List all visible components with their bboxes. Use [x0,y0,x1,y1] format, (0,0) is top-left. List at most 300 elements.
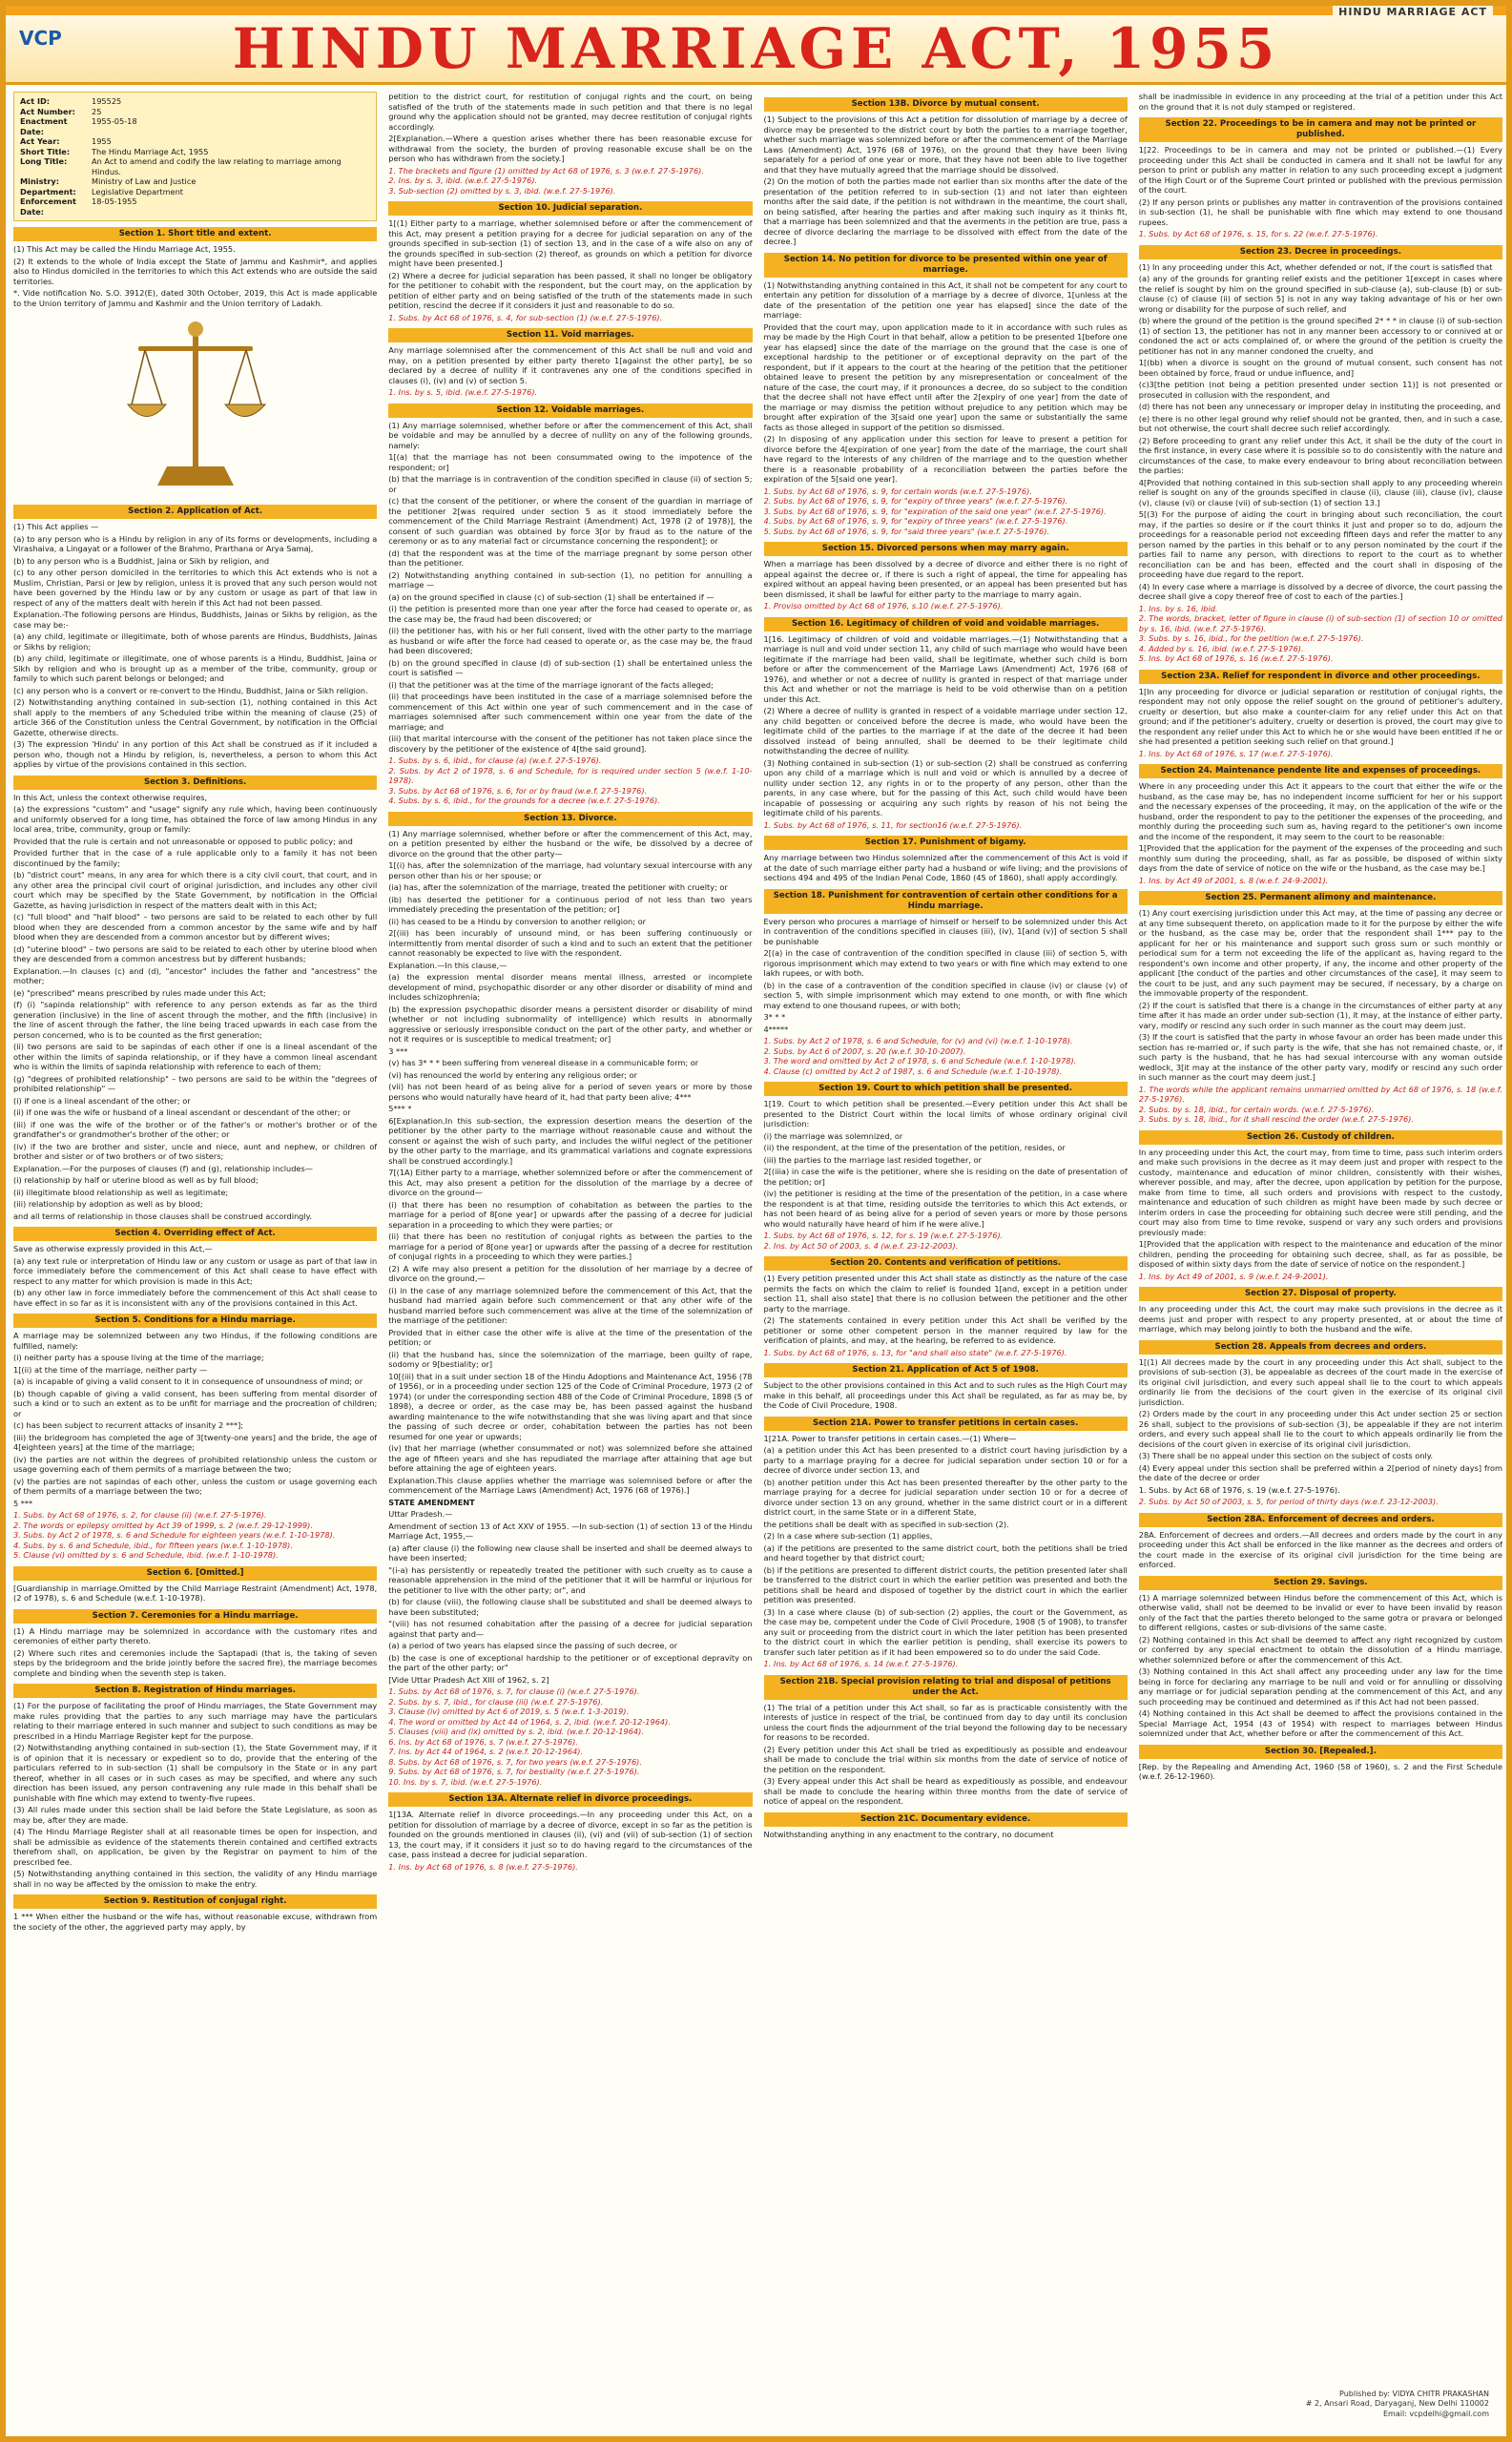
footnote: 5. Subs. by Act 68 of 1976, s. 9, for "said three years" (w.e.f. 27-5-1976). [763,526,1050,536]
footnotes [388,313,752,323]
footnotes [388,755,752,806]
footnote: 5. Clauses (viii) and (ix) omitted by s. 2, ibid. (w.e.f. 20-12-1964). [388,1727,644,1736]
section-paragraph: (b) where the ground of the petition is the ground specified 2* * * in clause (i) of sub-section (1) of section 13, the petitioner has not in any manner been accessory to or connived at or condoned the act or acts complained of, or where the ground of the petition is cruelty the petitioner has not in any manner condoned the cruelty, and [1138,316,1502,356]
meta-value: 1955 [92,136,112,146]
footnote: 5. Ins. by Act 68 of 1976, s. 16 (w.e.f. 27-5-1976). [1138,653,1334,663]
footnotes [1139,749,1502,759]
section-paragraph: (2) Where a decree of nullity is granted in respect of a voidable marriage under section 12, any child begotten or conceived before the decree is made, who would have been the legitimate child of the parties to the marriage if at the date of the decree it had been dissolved instead of being annulled, shall be deemed to be their legitimate child notwithstanding the decree of nullity. [763,706,1128,755]
section-paragraph: (i) if one is a lineal ascendant of the other; or [13,1095,191,1106]
meta-label: Act ID: [20,96,51,106]
footnote: 2. Subs. by Act 2 of 1978, s. 6 and Schedule, for is required under section 5 (w.e.f. 1-10-1978). [388,765,753,785]
footnote: 2. Subs. by Act 68 of 1976, s. 9, for "expiry of three years" (w.e.f. 27-5-1976). [763,496,1068,506]
section-paragraph: 1[(bb) when a divorce is sought on the ground of mutual consent, such consent has not been obtained by force, fraud or undue influence, and] [1138,358,1502,378]
column-4 [1139,92,1502,2410]
footnote: 2. Ins. by s. 3, ibid. (w.e.f. 27-5-1976). [388,176,538,185]
section-paragraph: (e) there is no other legal ground why relief should not be granted, then, and in such a case, but not otherwise, the court shall decree such relief accordingly. [1138,413,1502,433]
footnotes [13,1510,377,1561]
section-paragraph: (ii) has ceased to be a Hindu by conversion to another religion; or [388,916,646,926]
section-paragraph: (4) The Hindu Marriage Register shall at all reasonable times be open for inspection, and shall be admissible as evidence of the statements therein contained and certified extracts therefrom shall, on application, be given by the Registrar on payment to him of the prescribed fee. [13,1827,378,1867]
section-title: Section 22. Proceedings to be in camera and may not be printed or published. [1139,117,1502,142]
footnote: 3. Subs. by s. 16, ibid., for the petition (w.e.f. 27-5-1976). [1138,633,1364,643]
act-section [1139,764,1502,885]
act-section [388,92,752,196]
section-paragraph: (4) Nothing contained in this Act shall be deemed to affect the provisions contained in the Special Marriage Act, 1954 (43 of 1954) with respect to marriages between Hindus solemnized under that Act, whether before or after the commencement of this Act. [1138,1708,1502,1738]
section-paragraph: (iii) relationship by adoption as well as by blood; [13,1199,203,1209]
act-section [764,889,1128,1077]
section-paragraph: 3 *** [388,1045,408,1056]
section-paragraph: (2) In disposing of any application under this section for leave to present a petition for divorce before the 4[expiration of one year] from the date of the marriage, the court shall have regard to the interests of any children of the marriage and to the question whether there is a reasonable probability of a reconciliation between the parties before the expiration of the 5[said one year]. [763,434,1128,484]
section-paragraph: (i) the marriage was solemnized, or [763,1130,903,1141]
section-title: Section 4. Overriding effect of Act. [13,1227,377,1241]
section-title: Section 24. Maintenance pendente lite and expenses of proceedings. [1139,764,1502,778]
meta-label: Department: [20,186,76,197]
section-paragraph: (2) Notwithstanding anything contained in sub-section (1), the State Government may, if it is of opinion that it is necessary or expedient so to do, provide that the entering of the particulars referred to in sub-section (1) shall be compulsory in the State or in any part thereof, whether in all cases or in such cases as may be specified, and where any such direction has been issued, any person contravening any rule made in this behalf shall be punishable with fine which may extend to twenty-five rupees. [13,1743,378,1803]
footnotes [1139,1272,1502,1282]
footnote: 1. Subs. by Act 68 of 1976, s. 2, for clause (ii) (w.e.f. 27-5-1976). [13,1510,267,1520]
column-3 [764,92,1128,2410]
act-section [1139,1745,1502,1782]
section-title: Section 29. Savings. [1139,1576,1502,1590]
footnotes [1139,876,1502,886]
footnotes [1139,604,1502,664]
meta-row [20,187,370,197]
section-paragraph: (b) "district court" means, in any area for which there is a city civil court, that court, and in any other area the principal civil court of original jurisdiction, and includes any other civil court which may be specified by the State Government, by notification in the Official Gazette, as having jurisdiction in respect of the matters dealt with in this Act; [13,870,378,910]
section-paragraph: (c) any person who is a convert or re-convert to the Hindu, Buddhist, Jaina or Sikh religion. [13,685,368,695]
section-paragraph: Any marriage between two Hindus solemnized after the commencement of this Act is void if at the date of such marriage either party had a husband or wife living; and the provisions of sections 494 and 495 of the Indian Penal Code, 1860 (45 of 1860), shall apply accordingly. [763,853,1128,882]
footnote: 6. Ins. by Act 68 of 1976, s. 7 (w.e.f. 27-5-1976). [388,1736,578,1747]
section-title: Section 28A. Enforcement of decrees and orders. [1139,1513,1502,1527]
section-paragraph: (a) is incapable of giving a valid consent to it in consequence of unsoundness of mind; or [13,1376,363,1386]
section-paragraph: (ii) the respondent, at the time of the presentation of the petition, resides, or [763,1143,1066,1152]
section-paragraph: Explanation.—In this clause,— [388,960,507,970]
section-paragraph: (1) A Hindu marriage may be solemnized in accordance with the customary rites and ceremonies of either party thereto. [13,1625,378,1645]
section-paragraph: (c) "full blood" and "half blood" – two persons are said to be related to each other by full blood when they are descended from a common ancestor by the same wife and by half blood when they are descended from a common ancestor but by different wives; [13,912,378,942]
meta-label: Ministry: [20,176,60,186]
meta-row [20,147,370,157]
footnote: 2. Subs. by Act 50 of 2003, s. 5, for period of thirty days (w.e.f. 23-12-2003). [1138,1497,1439,1506]
section-paragraph: (i) the petition is presented more than one year after the force had ceased to operate or, as the case may be, the fraud had been discovered; or [388,604,753,624]
section-paragraph: (vi) has renounced the world by entering any religious order; or [388,1069,638,1080]
section-title: Section 17. Punishment of bigamy. [764,836,1128,850]
footnote: 4. Added by s. 16, ibid. (w.e.f. 27-5-1976). [1138,643,1304,653]
section-paragraph: (ii) that proceedings have been instituted in the case of a marriage solemnised before the commencement of this Act within one year of such commencement and in the case of marriages solemnised after such commencement within one year from the date of the marriage; and [388,692,753,732]
section-paragraph: (2) In a case where sub-section (1) applies, [763,1531,933,1541]
meta-value: 18-05-1955 [92,197,137,206]
meta-value: 25 [92,106,102,116]
section-paragraph: 1[21A. Power to transfer petitions in certain cases.—(1) Where— [763,1433,1017,1443]
page-title: HINDU MARRIAGE ACT, 1955 [232,16,1280,81]
section-paragraph: 1[(i) has, after the solemnization of the marriage, had voluntary sexual intercourse with any person other than his or her spouse; or [388,860,753,880]
section-paragraph: (4) In every case where a marriage is dissolved by a decree of divorce, the court passing the decree shall give a copy thereof free of cost to each of the parties.] [1138,581,1502,601]
section-paragraph: (ii) two persons are said to be sapindas of each other if one is a lineal ascendant of the other within the limits of sapinda relationship, or if they have a common lineal ascendant who is within the limits of sapinda relationship with reference to each of them; [13,1042,378,1071]
section-paragraph: Explanation.—In clauses (c) and (d), "ancestor" includes the father and "ancestress" the mother; [13,965,378,985]
footnotes [764,1659,1128,1669]
section-paragraph: 5 *** [13,1498,33,1508]
section-paragraph: (b) any other law in force immediately before the commencement of this Act shall cease to have effect in so far as it is inconsistent with any of the provisions contained in this Act. [13,1288,378,1308]
section-paragraph: (b) in the case of a contravention of the condition specified in clause (iv) or clause (v) of section 5, with simple imprisonment which may extend to one month, or with fine which may extend to one thousand rupees, or with both; [763,980,1128,1010]
act-section [388,812,752,1496]
section-title: Section 15. Divorced persons when may marry again. [764,542,1128,556]
section-paragraph: petition to the district court, for restitution of conjugal rights and the court, on being satisfied of the truth of the statements made in such petition and that there is no legal ground why the application should not be granted, may decree restitution of conjugal rights accordingly. [388,92,753,132]
section-title: Section 25. Permanent alimony and maintenance. [1139,891,1502,905]
section-paragraph: 2[Explanation.—Where a question arises whether there has been reasonable excuse for withdrawal from the society, the burden of proving reasonable excuse shall be on the person who has withdrawn from the society.] [388,134,753,163]
meta-label: Long Title: [20,156,68,166]
footnote: 8. Subs. by Act 68 of 1976, s. 7, for two years (w.e.f. 27-5-1976). [388,1756,642,1767]
section-paragraph: (a) a period of two years has elapsed since the passing of such decree, or [388,1641,678,1650]
section-paragraph: [Guardianship in marriage.Omitted by the Child Marriage Restraint (Amendment) Act, 1978, (2 of 1978), s. 6 and Schedule (w.e.f. 1-10-1978). [13,1583,378,1603]
section-paragraph: (i) in the case of any marriage solemnized before the commencement of this Act, that the husband had married again before such commencement or that any other wife of the husband married before such commencement was alive at the time of the solemnization of the marriage of the petitioner: [388,1285,753,1325]
section-paragraph: (b) to any person who is a Buddhist, Jaina or Sikh by religion, and [13,555,270,566]
section-paragraph: (1) This Act applies — [13,522,99,531]
section-title: Section 13A. Alternate relief in divorce proceedings. [388,1792,752,1807]
section-paragraph: Every person who procures a marriage of himself or herself to be solemnized under this Act in contravention of the conditions specified in clauses (iii), (iv), 1[and (v)] of section 5 shall be punishable [763,916,1128,946]
section-paragraph: (2) The statements contained in every petition under this Act shall be verified by the petitioner or some other competent person in the manner required by law for the verification of plaints, and may, at the hearing, be referred to as evidence. [763,1315,1128,1345]
section-paragraph: (a) any text rule or interpretation of Hindu law or any custom or usage as part of that law in force immediately before the commencement of this Act shall cease to have effect with respect to any matter for which provision is made in this Act; [13,1255,378,1286]
meta-value: The Hindu Marriage Act, 1955 [92,146,209,156]
footnote: 3. Subs. by Act 68 of 1976, s. 6, for or by fraud (w.e.f. 27-5-1976). [388,785,648,796]
section-paragraph: (ii) if one was the wife or husband of a lineal ascendant or descendant of the other; or [13,1107,351,1117]
footnote: 1. Subs. by Act 2 of 1978, s. 6 and Schedule, for (v) and (vi) (w.e.f. 1-10-1978). [763,1036,1073,1045]
footnote: 5. Clause (vi) omitted by s. 6 and Schedule, ibid. (w.e.f. 1-10-1978). [13,1550,279,1560]
section-paragraph: (b) on the ground specified in clause (d) of sub-section (1) shall be entertained unless the court is satisfied — [388,657,753,677]
section-paragraph: Provided further that in the case of a rule applicable only to a family it has not been discontinued by the family; [13,848,378,868]
footnote: 1. Subs. by Act 68 of 1976, s. 7, for clause (i) (w.e.f. 27-5-1976). [388,1687,640,1696]
section-paragraph: (iii) that marital intercourse with the consent of the petitioner has not taken place since the discovery by the petitioner of the existence of 4[the said ground]. [388,734,753,754]
section-paragraph: (a) after clause (i) the following new clause shall be inserted and shall be deemed always to have been inserted; [388,1542,753,1562]
section-paragraph: 1[19. Court to which petition shall be presented.—Every petition under this Act shall be presented to the District Court within the local limits of whose ordinary original civil jurisdiction: [763,1099,1128,1128]
section-paragraph: (b) the expression psychopathic disorder means a persistent disorder or disability of mind (whether or not including subnormality of intelligence) which results in abnormally aggressive or seriously irresponsible conduct on the part of the other party, and whether or not it requires or is susceptible to medical treatment; or] [388,1004,753,1044]
section-paragraph: (c) has been subject to recurrent attacks of insanity 2 ***]; [13,1420,244,1430]
section-paragraph: 1[(1) All decrees made by the court in any proceeding under this Act shall, subject to the provisions of sub-section (3), be appealable as decrees of the court made in the exercise of its original civil jurisdiction, and every such appeal shall lie to the court to which appeals ordinarily lie from the decisions of the court given in the exercise of its original civil jurisdiction. [1138,1356,1502,1407]
section-paragraph: Provided that in either case the other wife is alive at the time of the presentation of the petition; or [388,1327,753,1347]
footnotes [764,486,1128,537]
section-paragraph: (3) In a case where clause (b) of sub-section (2) applies, the court or the Government, as the case may be, competent under the Code of Civil Procedure, 1908 (5 of 1908), to transfer any suit or proceeding from the district court in which the later petition has been presented to the district court in which the earlier petition is pending, shall exercise its powers to transfer such later petition as if it had been empowered so to do under the said Code. [763,1606,1128,1657]
section-paragraph: 1[(a) that the marriage has not been consummated owing to the impotence of the respondent; or] [388,452,753,472]
act-section [13,1314,377,1561]
section-paragraph: (1) In any proceeding under this Act, whether defended or not, if the court is satisfied that [1138,261,1493,272]
act-section [1139,92,1502,112]
act-section [1139,1340,1502,1507]
section-paragraph: Where in any proceeding under this Act it appears to the court that either the wife or the husband, as the case may be, has no independent income sufficient for her or his support and the necessary expenses of the proceeding, it may, on the application of the wife or the husband, order the respondent to pay to the petitioner the expenses of the proceeding, and monthly during the proceeding such sum as, having regard to the petitioner's own income and the income of the respondent, it may seem to the court to be reasonable: [1138,781,1502,841]
footnote: 1. Subs. by Act 68 of 1976, s. 15, for s. 22 (w.e.f. 27-5-1976). [1138,229,1378,238]
section-paragraph: (i) neither party has a spouse living at the time of the marriage; [13,1353,264,1362]
act-section [13,1609,377,1679]
footnotes [1139,1497,1502,1507]
section-paragraph: (iv) that her marriage (whether consummated or not) was solemnized before she attained the age of fifteen years and she has repudiated the marriage after attaining that age but before attaining the age of eighteen years. [388,1443,753,1473]
section-paragraph: Explanation.—For the purposes of clauses (f) and (g), relationship includes— [13,1163,313,1173]
section-paragraph: (iii) the parties to the marriage last resided together, or [763,1154,982,1165]
section-paragraph: (e) "prescribed" means prescribed by rules made under this Act; [13,987,266,998]
section-paragraph: (2) Nothing contained in this Act shall be deemed to affect any right recognized by custom or conferred by any special enactment to obtain the dissolution of a Hindu marriage, whether solemnized before or after the commencement of this Act. [1138,1634,1502,1665]
section-paragraph: "(viii) has not resumed cohabitation after the passing of a decree for judicial separation against that party and— [388,1619,753,1639]
section-paragraph: (a) a petition under this Act has been presented to a district court having jurisdiction by a party to a marriage praying for a decree for judicial separation under section 10 or for a decree of divorce under section 13, and [763,1445,1128,1475]
act-section [764,1675,1128,1807]
section-paragraph: 3* * * [763,1012,786,1022]
section-paragraph: (4) Every appeal under this section shall be preferred within a 2[period of ninety days] from the date of the decree or order [1138,1462,1502,1482]
section-paragraph: (d) "uterine blood" – two persons are said to be related to each other by uterine blood when they are descended from a common ancestress but by different husbands; [13,943,378,963]
section-paragraph: (ii) that the husband has, since the solemnization of the marriage, been guilty of rape, sodomy or 9[bestiality; or] [388,1349,753,1369]
content-columns [13,92,1502,2410]
act-section [388,404,752,806]
section-paragraph: (b) though capable of giving a valid consent, has been suffering from mental disorder of such a kind or to such an extent as to be unfit for marriage and the procreation of children; or [13,1388,378,1418]
section-paragraph: Provided that the court may, upon application made to it in accordance with such rules as may be made by the High Court in that behalf, allow a petition to be presented 1[before one year has elapsed] since the date of the marriage on the ground that the case is one of exceptional hardship to the petitioner or of exceptional depravity on the part of the respondent, but if it appears to the court at the hearing of the petition that the petitioner obtained leave to present the petition by any misrepresentation or concealment of the nature of the case, the court may, if it pronounces a decree, do so subject to the condition that the decree shall not have effect until after the 2[expiry of one year] from the date of the marriage or may dismiss the petition without prejudice to any petition which may be brought after expiration of the 3[said one year] upon the same or substantially the same facts as those alleged in support of the petition so dismissed. [763,321,1128,432]
meta-value: Ministry of Law and Justice [92,176,197,186]
section-paragraph: Explanation.This clause applies whether the marriage was solemnised before or after the commencement of the Marriage Laws (Amendment) Act, 1976 (68 of 1976).] [388,1475,753,1495]
footnote: 2. The words or epilepsy omitted by Act 39 of 1999, s. 2 (w.e.f. 29-12-1999). [13,1520,313,1530]
footnote: 2. Subs. by s. 18, ibid., for certain words. (w.e.f. 27-5-1976). [1138,1104,1375,1114]
section-paragraph: (vii) has not been heard of as being alive for a period of seven years or more by those persons who would naturally have heard of it, had that party been alive; 4*** [388,1082,753,1102]
section-paragraph: 6[Explanation.In this sub-section, the expression desertion means the desertion of the petitioner by the other party to the marriage without reasonable cause and without the consent or against the wish of such party, and includes the wilful neglect of the petitioner by the other party to the marriage, and its grammatical variations and cognate expressions shall be construed accordingly.] [388,1115,753,1166]
section-paragraph: 1. Subs. by Act 68 of 1976, s. 19 (w.e.f. 27-5-1976). [1138,1484,1340,1495]
footnote: 1. The words while the applicant remains unmarried omitted by Act 68 of 1976, s. 18 (w.e.f. 27-5-1976). [1138,1084,1502,1104]
act-section [764,97,1128,247]
section-paragraph: (c)3[the petition (not being a petition presented under section 11)] is not presented or prosecuted in collusion with the respondent, and [1138,380,1502,400]
section-paragraph: (d) that the respondent was at the time of the marriage pregnant by some person other than the petitioner. [388,548,753,568]
act-section [764,253,1128,537]
section-paragraph: (iv) the parties are not within the degrees of prohibited relationship unless the custom or usage governing each of them permits of a marriage between the two; [13,1454,378,1474]
section-paragraph: [Vide Uttar Pradesh Act XIII of 1962, s. 2] [388,1674,549,1685]
meta-value: An Act to amend and codify the law relating to marriage among Hindus. [92,156,342,176]
act-section [13,776,377,1222]
section-title: Section 8. Registration of Hindu marriages. [13,1684,377,1698]
footnote: 1. Ins. by Act 68 of 1976, s. 17 (w.e.f. 27-5-1976). [1138,748,1334,758]
section-paragraph: (ib) has deserted the petitioner for a continuous period of not less than two years immediately preceding the presentation of the petition; or] [388,894,753,914]
section-paragraph: (3) The expression 'Hindu' in any portion of this Act shall be construed as if it included a person who, though not a Hindu by religion, is, nevertheless, a person to whom this Act applies by virtue of the provisions contained in this section. [13,739,378,769]
section-title: Section 10. Judicial separation. [388,201,752,216]
section-paragraph: (a) to any person who is a Hindu by religion in any of its forms or developments, including a Virashaiva, a Lingayat or a follower of the Brahmo, Prarthana or Arya Samaj, [13,533,378,553]
act-section [388,1792,752,1872]
section-paragraph: shall be inadmissible in evidence in any proceeding at the trial of a petition under this Act on the ground that it is not duly stamped or registered. [1138,92,1502,112]
section-paragraph: 7[(1A) Either party to a marriage, whether solemnized before or after the commencement of this Act, may also present a petition for the dissolution of the marriage by a decree of divorce on the ground— [388,1168,753,1197]
meta-label: Act Year: [20,136,60,146]
section-paragraph: (2) If the court is satisfied that there is a change in the circumstances of either party at any time after it has made an order under sub-section (1), it may, at the instance of either party, vary, modify or rescind any such order in such manner as the court may deem just. [1138,1000,1502,1030]
section-paragraph: Any marriage solemnised after the commencement of this Act shall be null and void and may, on a petition presented by either party thereto 1[against the other party], be so declared by a decree of nullity if it contravenes any one of the conditions specified in clauses (i), (iv) and (v) of section 5. [388,345,753,385]
meta-value: 1955-05-18 [92,116,137,126]
footnote: 9. Subs. by Act 68 of 1976, s. 7, for bestiality (w.e.f. 27-5-1976). [388,1767,640,1776]
section-title: Section 6. [Omitted.] [13,1566,377,1581]
section-paragraph: Uttar Pradesh.— [388,1509,453,1519]
column-2 [388,92,752,2410]
section-paragraph: (1) Any marriage solemnised, whether before or after the commencement of this Act, may, on a petition presented by either the husband or the wife, be dissolved by a decree of divorce on the ground that the other party— [388,828,753,859]
section-title: Section 9. Restitution of conjugal right. [13,1894,377,1909]
section-title: Section 7. Ceremonies for a Hindu marriage. [13,1609,377,1624]
footnote: 1. The brackets and figure (1) omitted by Act 68 of 1976, s. 3 (w.e.f. 27-5-1976). [388,165,704,176]
section-paragraph: (b) if the petitions are presented to different district courts, the petition presented later shall be transferred to the district court in which the earlier petition was presented and both the petitions shall be heard and disposed of together by the district court in which the earlier petition was presented. [763,1564,1128,1604]
section-title: Section 21B. Special provision relating to trial and disposal of petitions under the Act. [764,1675,1128,1700]
meta-row [20,96,370,107]
footnote: 1. Subs. by Act 68 of 1976, s. 12, for s. 19 (w.e.f. 27-5-1976). [763,1231,1004,1240]
section-paragraph: (b) for clause (viii), the following clause shall be substituted and shall be deemed always to have been substituted; [388,1597,753,1617]
section-paragraph: A marriage may be solemnized between any two Hindus, if the following conditions are fulfilled, namely: [13,1331,378,1351]
section-title: Section 30. [Repealed.]. [1139,1745,1502,1759]
meta-row [20,116,370,136]
act-section [388,1498,752,1788]
footnote: 4. Clause (c) omitted by Act 2 of 1987, s. 6 and Schedule (w.e.f. 1-10-1978). [763,1066,1063,1076]
act-section [764,1417,1128,1669]
meta-label: Enforcement Date: [20,197,76,217]
section-paragraph: (2) If any person prints or publishes any matter in contravention of the provisions contained in sub-section (1), he shall be punishable with fine which may extend to one thousand rupees. [1138,197,1502,227]
section-paragraph: (iv) the petitioner is residing at the time of the presentation of the petition, in a case where the respondent is at that time, residing outside the territories to which this Act extends, or has not been heard of as being alive for a period of seven years or more by those persons who would naturally have heard of him if he were alive.] [763,1189,1128,1229]
section-paragraph: Save as otherwise expressly provided in this Act,— [13,1244,213,1253]
section-paragraph: (b) any child, legitimate or illegitimate, one of whose parents is a Hindu, Buddhist, Jaina or Sikh by religion and who is brought up as a member of the tribe, community, group or family to which such parent belongs or belonged; and [13,653,378,683]
act-section [764,836,1128,883]
section-paragraph: (2) On the motion of both the parties made not earlier than six months after the date of the presentation of the petition referred to in sub-section (1) and not later than eighteen months after the said date, if the petition is not withdrawn in the meantime, the court shall, on being satisfied, after hearing the parties and after making such inquiry as it thinks fit, that a marriage has been solemnized and that the averments in the petition are true, pass a decree of divorce declaring the marriage to be dissolved with effect from the date of the decree.] [763,176,1128,246]
footnote: 3. Clause (iv) omitted by Act 6 of 2019, s. 5 (w.e.f. 1-3-2019). [388,1707,630,1716]
section-paragraph: 1[(1) Either party to a marriage, whether solemnised before or after the commencement of this Act, may present a petition praying for a decree for judicial separation on any of the grounds specified in sub-section (1) of section 13, and in the case of a wife also on any of the grounds specified in sub-section (2) thereof, as grounds on which a petition for divorce might have been presented.] [388,218,753,268]
section-paragraph: (v) the parties are not sapindas of each other, unless the custom or usage governing each of them permits of a marriage between the two; [13,1476,378,1496]
act-section [13,1894,377,1932]
meta-row [20,156,370,176]
footnote: 2. The words, bracket, letter of figure in clause (i) of sub-section (1) of section 10 or omitted by s. 16, ibid. (w.e.f. 27-5-1976). [1138,613,1502,633]
meta-value: 195525 [92,96,122,106]
meta-value: Legislative Department [92,186,183,197]
footnotes [388,166,752,197]
act-section [388,328,752,398]
section-paragraph: 1[13A. Alternate relief in divorce proceedings.—In any proceeding under this Act, on a petition for dissolution of marriage by a decree of divorce, except in so far as the petition is founded on the grounds mentioned in clauses (ii), (vi) and (vii) of sub-section (1) of section 13, the court may, if it considers it just so to do having regard to the circumstances of the case, pass instead a decree for judicial separation. [388,1810,753,1859]
meta-row [20,107,370,117]
act-section [1139,1513,1502,1570]
section-paragraph: In any proceeding under this Act, the court may make such provisions in the decree as it deems just and proper with respect to any property presented, at or about the time of marriage, which may belong jointly to both the husband and the wife. [1138,1304,1502,1334]
section-paragraph: (i) relationship by half or uterine blood as well as by full blood; [13,1175,259,1185]
section-paragraph: (3) Nothing contained in this Act shall affect any proceeding under any law for the time being in force for declaring any marriage to be null and void or for annulling or dissolving any marriage or for judicial separation pending at the commencement of this Act, and any such proceeding may be continued and determined as if this Act had not been passed. [1138,1666,1502,1707]
section-title: Section 13. Divorce. [388,812,752,826]
section-title: Section 18. Punishment for contravention of certain other conditions for a Hindu marriage. [764,889,1128,914]
section-paragraph: In any proceeding under this Act, the court may, from time to time, pass such interim orders and make such provisions in the decree as it may deem just and proper with respect to the custody, maintenance and education of minor children, consistently with their wishes, wherever possible, and may, after the decree, upon application by petition for the purpose, make from time to time, all such orders and provisions with respect to the custody, maintenance and education of such children as might have been made by such decree or interim orders in case the proceeding for obtaining such decree were still pending, and the court may also from time to time revoke, suspend or vary any such orders and provisions previously made: [1138,1147,1502,1237]
section-paragraph: (2) Notwithstanding anything contained in sub-section (1), nothing contained in this Act shall apply to the members of any Scheduled tribe within the meaning of clause (25) of article 366 of the Constitution unless the Central Government, by notification in the Official Gazette, otherwise directs. [13,697,378,737]
meta-label: Short Title: [20,146,71,156]
section-paragraph: (ia) has, after the solemnization of the marriage, treated the petitioner with cruelty; or [388,882,728,892]
footnote: 2. Subs. by Act 6 of 2007, s. 20 (w.e.f. 30-10-2007). [763,1045,966,1056]
footnote: 7. Ins. by Act 44 of 1964, s. 2 (w.e.f. 20-12-1964). [388,1747,584,1756]
section-paragraph: (v) has 3* * * been suffering from venereal disease in a communicable form; or [388,1058,699,1067]
section-paragraph: 1[16. Legitimacy of children of void and voidable marriages.—(1) Notwithstanding that a marriage is null and void under section 11, any child of such marriage who would have been legitimate if the marriage had been valid, shall be legitimate, whether such child is born before or after the commencement of the Marriage Laws (Amendment) Act, 1976 (68 of 1976), and whether or not a decree of nullity is granted in respect of that marriage under this Act and whether or not the marriage is held to be void otherwise than on a petition under this Act. [763,633,1128,704]
section-paragraph: (2) Every petition under this Act shall be tried as expeditiously as possible and endeavour shall be made to conclude the trial within six months from the date of service of notice of the petition on the respondent. [763,1744,1128,1774]
section-paragraph: (a) any child, legitimate or illegitimate, both of whose parents are Hindus, Buddhists, Jainas or Sikhs by religion; [13,631,378,652]
act-section [13,1566,377,1604]
section-paragraph: (2) It extends to the whole of India except the State of Jammu and Kashmir*, and applies also to Hindus domiciled in the territories to which this Act extends who are outside the said territories. [13,256,378,286]
footnote: 1. Subs. by Act 68 of 1976, s. 11, for section16 (w.e.f. 27-5-1976). [763,819,1023,830]
section-title: Section 26. Custody of children. [1139,1130,1502,1145]
section-paragraph: (ii) that there has been no restitution of conjugal rights as between the parties to the marriage for a period of 8[one year] or upwards after the passing of a decree for restitution of conjugal rights in a proceeding to which they were parties.] [388,1231,753,1261]
section-paragraph: (3) Every appeal under this Act shall be heard as expeditiously as possible, and endeavour shall be made to conclude the hearing within three months from the date of service of notice of appeal on the respondent. [763,1776,1128,1806]
section-paragraph: (1) Any marriage solemnised, whether before or after the commencement of this Act, shall be voidable and may be annulled by a decree of nullity on any of the following grounds, namely: [388,420,753,450]
section-paragraph: 4[Provided that nothing contained in this sub-section shall apply to any proceeding wherein relief is sought on any of the grounds specified in clause (ii), clause (iii), clause (iv), clause (v), clause (vi) or clause (vii) of sub-section (1) of section 13.] [1138,477,1502,507]
footnote: 1. Ins. by s. 5, ibid. (w.e.f. 27-5-1976). [388,387,538,397]
footnote: 1. Subs. by s. 6, ibid., for clause (a) (w.e.f. 27-5-1976). [388,755,602,765]
act-section [1139,891,1502,1125]
act-section [764,1256,1128,1357]
section-paragraph: 10[(iii) that in a suit under section 18 of the Hindu Adoptions and Maintenance Act, 1956 (78 of 1956), or in a proceeding under section 125 of the Code of Criminal Procedure, 1973 (2 of 1974) (or under the corresponding section 488 of the Code of Criminal Procedure, 1898 (5 of 1898), a decree or order, as the case may be, has been passed against the husband awarding maintenance to the wife notwithstanding that she was living apart and that since the passing of such decree or order, cohabitation between the parties has not been resumed for one year or upwards; [388,1371,753,1441]
section-paragraph: (c) that the consent of the petitioner, or where the consent of the guardian in marriage of the petitioner 2[was required under section 5 as it stood immediately before the commencement of the Child Marriage Restraint (Amendment) Act, 1978 (2 of 1978)], the consent of such guardian was obtained by force 3[or by fraud as to the nature of the ceremony or as to any material fact or circumstance concerning the respondent]; or [388,496,753,546]
section-paragraph: (2) Before proceeding to grant any relief under this Act, it shall be the duty of the court in the first instance, in every case where it is possible so to do consistently with the nature and circumstances of the case, to make every endeavour to bring about reconciliation between the parties: [1138,435,1502,475]
top-strip [6,6,1506,15]
section-paragraph: the petitions shall be dealt with as specified in sub-section (2). [763,1519,1009,1529]
footnotes [388,387,752,398]
footnote: 4. Subs. by s. 6, ibid., for the grounds for a decree (w.e.f. 27-5-1976). [388,796,660,805]
footnote: 1. Ins. by Act 49 of 2001, s. 9 (w.e.f. 24-9-2001). [1138,1271,1329,1281]
footnotes [388,1862,752,1873]
act-section [1139,117,1502,239]
footnote: 10. Ins. by s. 7, ibid. (w.e.f. 27-5-1976). [388,1776,543,1787]
section-paragraph: (ii) illegitimate blood relationship as well as legitimate; [13,1187,229,1197]
section-title: Section 12. Voidable marriages. [388,404,752,418]
act-section [13,227,377,308]
section-paragraph: 1[22. Proceedings to be in camera and may not be printed or published.—(1) Every proceeding under this Act shall be conducted in camera and it shall not be lawful for any person to print or publish any matter in relation to any such proceeding except a judgment of the High Court or of the Supreme Court printed or published with the previous permission of the court. [1138,145,1502,195]
section-paragraph: (b) another petition under this Act has been presented thereafter by the other party to the marriage praying for a decree for judicial separation under section 10 or for a decree of divorce under section 13 on any ground, whether in the same district court or in a different district court, in the same State or in a different State, [763,1477,1128,1517]
section-title: Section 28. Appeals from decrees and orders. [1139,1340,1502,1355]
section-paragraph: (a) any of the grounds for granting relief exists and the petitioner 1[except in cases where the relief is sought by him on the ground specified in sub-clause (a), sub-clause (b) or sub-clause (c) of clause (ii) of section 5] is not in any way taking advantage of his or her own wrong or disability for the purpose of such relief, and [1138,274,1502,314]
section-paragraph: 1[In any proceeding for divorce or judicial separation or restitution of conjugal rights, the respondent may not only oppose the relief sought on the ground of petitioner's adultery, cruelty or desertion, but also make a counter-claim for any relief under this Act on that ground; and if the petitioner's adultery, cruelty or desertion is proved, the court may give to the respondent any relief under this Act to which he or she would have been entitled if he or she had presented a petition seeking such relief on that ground.] [1138,686,1502,746]
section-paragraph: (1) Any court exercising jurisdiction under this Act may, at the time of passing any decree or at any time subsequent thereto, on application made to it for the purpose by either the wife or the husband, as the case may be, order that the respondent shall 1*** pay to the applicant for her or his maintenance and support such gross sum or such monthly or periodical sum for a term not exceeding the life of the applicant as, having regard to the respondent's own income and other property, if any, the income and other property of the applicant [the conduct of the parties and other circumstances of the case], it may seem to the court to be just, and any such payment may be secured, if necessary, by a charge on the immovable property of the respondent. [1138,908,1502,998]
meta-row [20,176,370,187]
section-paragraph: (1) Every petition presented under this Act shall state as distinctly as the nature of the case permits the facts on which the claim to relief is founded 1[and, except in a petition under section 11, shall also state] that there is no collusion between the petitioner and the other party to the marriage. [763,1273,1128,1314]
act-section [764,542,1128,611]
section-paragraph: Amendment of section 13 of Act XXV of 1955. —In sub-section (1) of section 13 of the Hindu Marriage Act, 1955,— [388,1521,753,1541]
section-paragraph: 2[(a) in the case of contravention of the condition specified in clause (iii) of section 5, with rigorous imprisonment which may extend to two years or with fine which may extend to one lakh rupees, or with both. [763,948,1128,978]
publisher-logo [19,27,62,50]
section-paragraph: 4***** [763,1024,789,1034]
footnotes [764,1348,1128,1358]
section-title: Section 11. Void marriages. [388,328,752,342]
section-paragraph: (b) that the marriage is in contravention of the condition specified in clause (ii) of section 5; or [388,474,753,494]
section-title: Section 21A. Power to transfer petitions in certain cases. [764,1417,1128,1431]
section-paragraph: (a) if the petitions are presented to the same district court, both the petitions shall be tried and heard together by that district court; [763,1542,1128,1562]
section-paragraph: Subject to the other provisions contained in this Act and to such rules as the High Court may make in this behalf, all proceedings under this Act shall be regulated, as far as may be, by the Code of Civil Procedure, 1908. [763,1380,1128,1410]
section-paragraph: (i) that the petitioner was at the time of the marriage ignorant of the facts alleged; [388,679,714,690]
section-title: Section 21. Application of Act 5 of 1908. [764,1363,1128,1377]
section-paragraph: (c) to any other person domiciled in the territories to which this Act extends who is not a Muslim, Christian, Parsi or Jew by religion, unless it is proved that any such person would not have been governed by the Hindu law or by any custom or usage as part of that law in respect of any of the matters dealt with herein if this Act had not been passed. [13,568,378,608]
footnote: 1. Subs. by Act 68 of 1976, s. 13, for "and shall also state" (w.e.f. 27-5-1976). [763,1347,1067,1357]
meta-label: Act Number: [20,106,75,116]
footnote: 3. Subs. by Act 68 of 1976, s. 9, for "expiration of the said one year" (w.e.f. 27-5-1976). [763,506,1107,516]
section-paragraph: 5*** * [388,1104,412,1113]
section-paragraph: (d) there has not been any unnecessary or improper delay in instituting the proceeding, and [1138,402,1501,411]
section-paragraph: (3) All rules made under this section shall be laid before the State Legislature, as soon as may be, after they are made. [13,1805,378,1825]
section-paragraph: (5) Notwithstanding anything contained in this section, the validity of any Hindu marriage shall in no way be affected by the omission to make the entry. [13,1869,378,1889]
footnote: 3. Sub-section (2) omitted by s. 3, ibid. (w.e.f. 27-5-1976). [388,185,616,196]
act-section [388,201,752,322]
section-paragraph: (2) Orders made by the court in any proceeding under this Act under section 25 or section 26 shall, subject to the provisions of sub-section (3), be appealable if they are not interim orders, and every such appeal shall lie to the court to which appeals ordinarily lie from the decisions of the court given in exercise of its original civil jurisdiction. [1138,1409,1502,1449]
section-title: Section 27. Disposal of property. [1139,1287,1502,1301]
footnote: 1. Ins. by Act 68 of 1976, s. 8 (w.e.f. 27-5-1976). [388,1861,578,1872]
act-section [13,1684,377,1889]
act-section [764,1812,1128,1840]
footnote: 1. Subs. by Act 68 of 1976, s. 9, for certain words (w.e.f. 27-5-1976). [763,486,1032,496]
footnote: 3. Subs. by s. 18, ibid., for it shall rescind the order (w.e.f. 27-5-1976). [1138,1114,1415,1124]
act-section [13,505,377,770]
section-paragraph: Provided that the rule is certain and not unreasonable or opposed to public policy; and [13,836,353,846]
scales-of-justice-icon [124,314,267,495]
footnote: 3. The word and omitted by Act 2 of 1978, s. 6 and Schedule (w.e.f. 1-10-1978). [763,1056,1077,1066]
footnote: 2. Subs. by s. 7, ibid., for clause (iii) (w.e.f. 27-5-1976). [388,1696,604,1707]
section-paragraph: (a) the expression mental disorder means mental illness, arrested or incomplete development of mind, psychopathic disorder or any other disorder or disability of mind and includes schizophrenia; [388,972,753,1002]
act-section [1139,670,1502,759]
footnote: 1. Proviso omitted by Act 68 of 1976, s.10 (w.e.f. 27-5-1976). [763,601,1004,610]
act-section [764,1363,1128,1411]
footnote: 1. Ins. by Act 68 of 1976, s. 14 (w.e.f. 27-5-1976). [763,1659,959,1668]
section-paragraph: (a) the expressions "custom" and "usage" signify any rule which, having been continuously and uniformly observed for a long time, has obtained the force of law among Hindus in any local area, tribe, community, group or family: [13,804,378,834]
publisher-line: # 2, Ansari Road, Daryaganj, New Delhi 110002 [1305,2399,1489,2409]
act-section [1139,1130,1502,1282]
act-metadata [13,92,377,221]
section-paragraph: 5[(3) For the purpose of aiding the court in bringing about such reconciliation, the court may, if the parties so desire or if the court thinks it just and proper so to do, adjourn the proceedings for a reasonable period not exceeding fifteen days and refer the matter to any person named by the parties in this behalf or to any person nominated by the court if the parties fail to name any person, with directions to report to the court as to whether reconciliation can be and has been, effected and the court shall in disposing of the proceeding have due regard to the report. [1138,509,1502,579]
section-title: Section 5. Conditions for a Hindu marriage. [13,1314,377,1328]
section-paragraph: (f) (i) "sapinda relationship" with reference to any person extends as far as the third generation (inclusive) in the line of ascent through the mother, and the fifth (inclusive) in the line of ascent through the father, the line being traced upwards in each case from the person concerned, who is to be counted as the first generation; [13,1000,378,1040]
section-title: Section 16. Legitimacy of children of void and voidable marriages. [764,617,1128,631]
section-paragraph: (2) Notwithstanding anything contained in sub-section (1), no petition for annulling a marriage — [388,569,753,590]
logo-text: VCP [19,27,62,50]
section-title: Section 23A. Relief for respondent in divorce and other proceedings. [1139,670,1502,684]
